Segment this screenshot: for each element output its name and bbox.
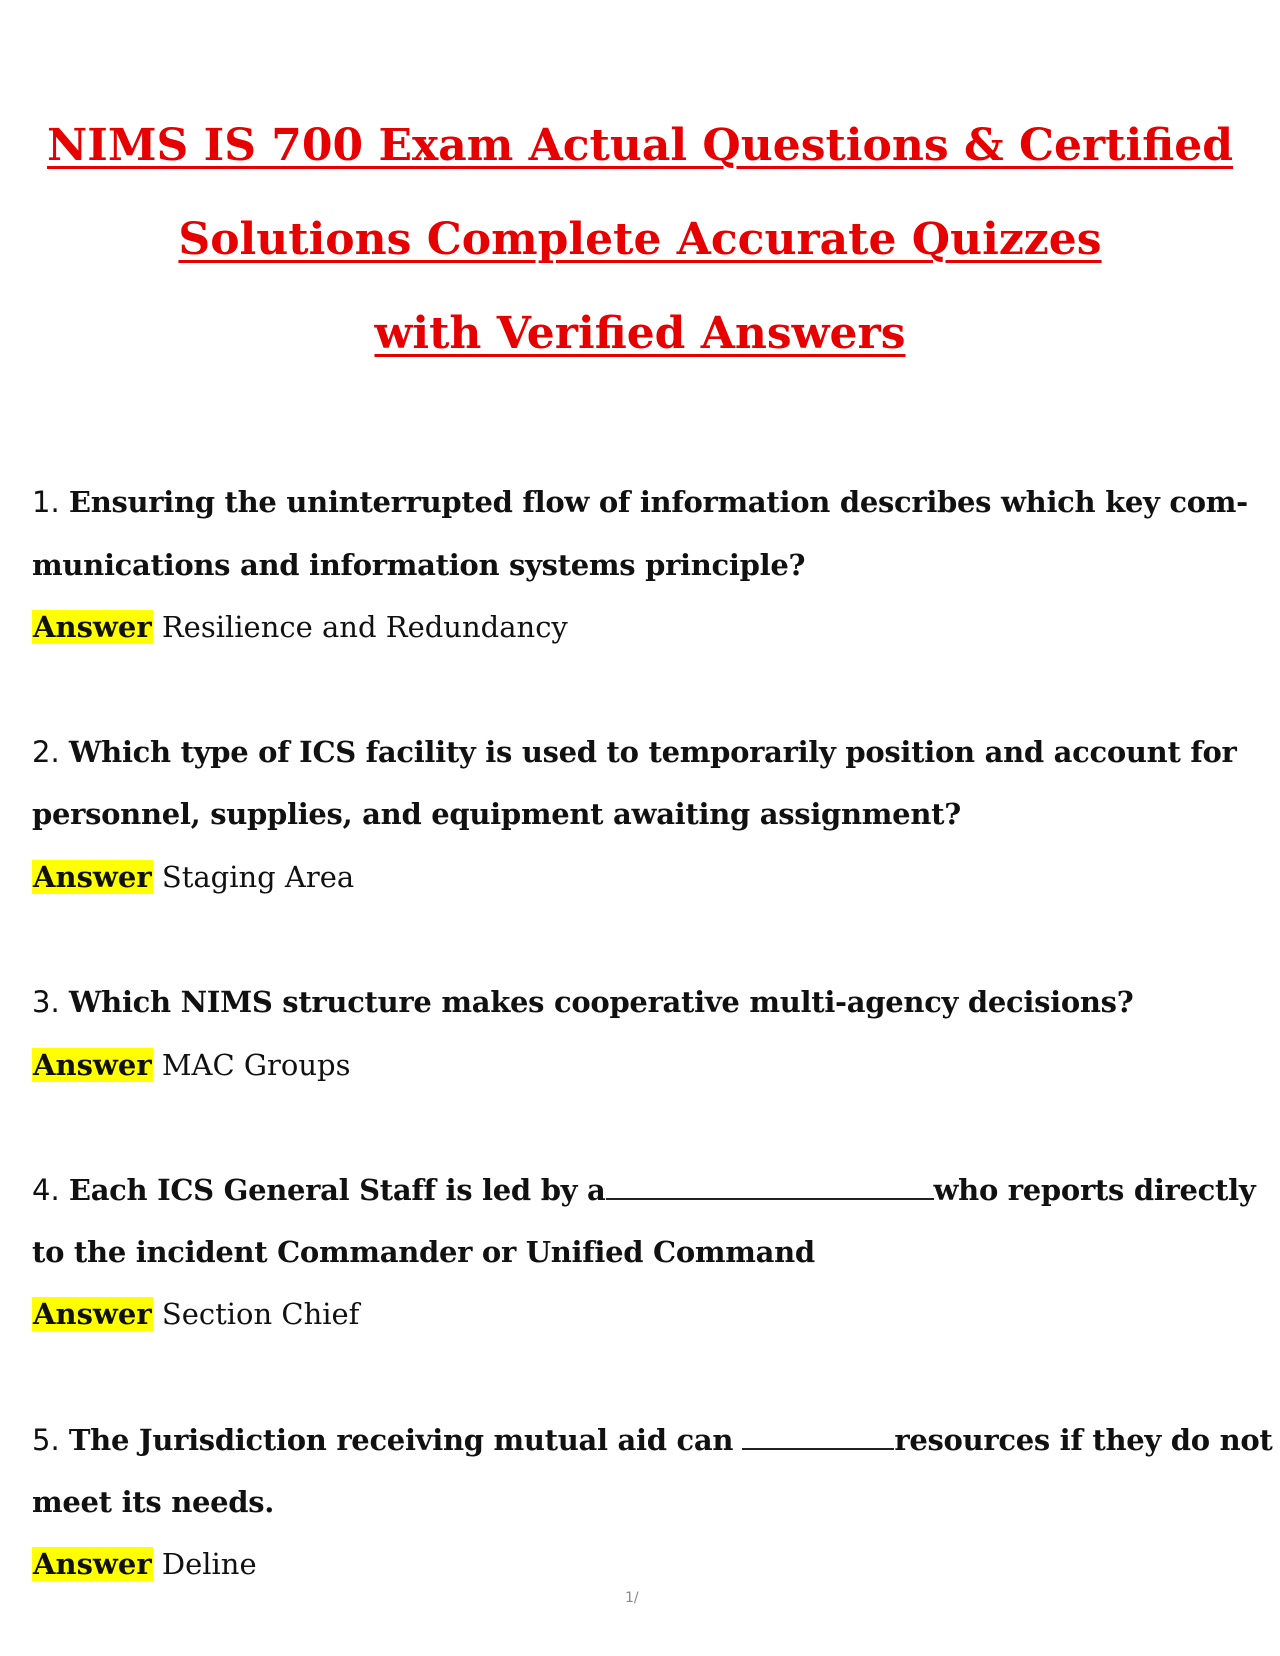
question-3-line-1 [32,982,1252,1022]
question-5-text-after-blank: resources if they do not [894,1423,1273,1457]
question-1-number: 1. [32,485,60,519]
question-1-text: Ensuring the uninterrupted flow of information describes which key com- [68,485,1248,519]
answer-label: Answer [33,610,152,644]
question-2-line-2 [32,794,1252,834]
fill-in-blank-line [606,1172,934,1200]
question-5-number: 5. [32,1423,60,1457]
document-title-line-1: NIMS IS 700 Exam Actual Questions & Certified [47,120,1233,171]
fill-in-blank-line [742,1422,894,1450]
answer-4 [32,1294,359,1334]
question-5-text: The Jurisdiction receiving mutual aid can [68,1423,734,1457]
answer-1 [32,607,568,647]
answer-2 [32,857,354,897]
question-4-text-cont: to the incident Commander or Unified Command [32,1235,815,1269]
question-5-text-cont: meet its needs. [32,1485,275,1519]
question-3-text: Which NIMS structure makes cooperative multi-agency decisions? [68,985,1134,1019]
answer-3 [32,1045,350,1085]
question-4-text-after-blank: who reports directly [933,1173,1256,1207]
answer-2-text: Staging Area [161,860,355,894]
document-title-line-2: Solutions Complete Accurate Quizzes [178,214,1102,265]
answer-label: Answer [33,1297,152,1331]
question-2-number: 2. [32,735,60,769]
page-number: 1/ [625,1590,639,1606]
question-4-text: Each ICS General Staff is led by a [68,1173,606,1207]
answer-1-text: Resilience and Redundancy [161,610,568,644]
answer-4-text: Section Chief [161,1297,360,1331]
question-2-line-1 [32,732,1252,772]
question-4-line-2 [32,1232,1252,1272]
answer-label: Answer [33,860,152,894]
question-3-number: 3. [32,985,60,1019]
question-1-text-cont: munications and information systems principle? [32,548,806,582]
question-1-line-1 [32,482,1252,522]
answer-label: Answer [33,1048,152,1082]
answer-label: Answer [33,1547,152,1581]
answer-5 [32,1544,257,1584]
answer-5-text: Deline [161,1547,257,1581]
question-5-line-2 [32,1482,1252,1522]
answer-3-text: MAC Groups [161,1048,351,1082]
question-4-number: 4. [32,1173,60,1207]
question-2-text-cont: personnel, supplies, and equipment awaiting assignment? [32,797,961,831]
question-4-line-1 [32,1170,1256,1210]
question-1-line-2 [32,545,1252,585]
question-2-text: Which type of ICS facility is used to temporarily position and account for [68,735,1237,769]
question-5-line-1 [32,1420,1273,1460]
document-title-line-3: with Verified Answers [374,308,906,359]
